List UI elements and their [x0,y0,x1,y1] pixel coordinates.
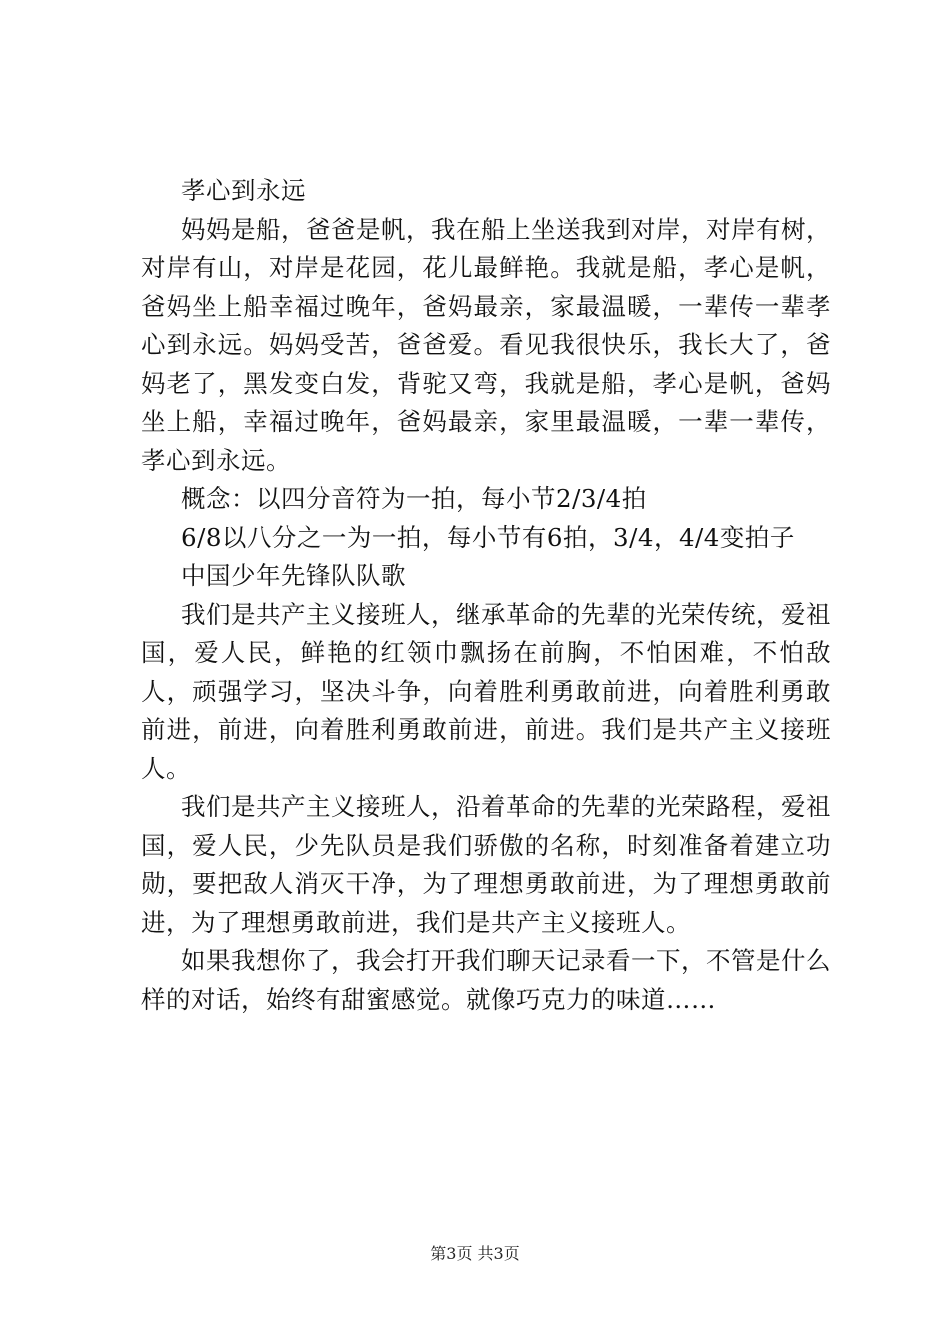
page-footer: 第3页 共3页 [430,1244,520,1263]
song-title-filial-piety: 孝心到永远 [181,176,306,205]
concept-line-quarter-note: 概念：以四分音符为一拍，每小节2/3/4拍 [181,484,647,513]
concept-line-six-eight: 6/8以八分之一为一拍，每小节有6拍，3/4，4/4变拍子 [181,522,795,552]
lyrics-paragraph-verse-1: 我们是共产主义接班人，继承革命的先辈的光荣传统，爱祖国，爱人民，鲜艳的红领巾飘扬在前胸，不怕困难，不怕敌人，顽强学习，坚决斗争，向着胜利勇敢前进，向着胜利勇敢前进，前进，向着胜利勇敢前进，前进。我们是共产主义接班人。 [141,599,831,783]
song-title-young-pioneers: 中国少年先锋队队歌 [181,561,406,590]
document-body [141,172,831,1019]
lyrics-paragraph-filial-piety: 妈妈是船，爸爸是帆，我在船上坐送我到对岸，对岸有树，对岸有山，对岸是花园，花儿最鲜艳。我就是船，孝心是帆，爸妈坐上船幸福过晚年，爸妈最亲，家最温暖，一辈传一辈孝心到永远。妈妈受苦，爸爸爱。看见我很快乐，我长大了，爸妈老了，黑发变白发，背驼又弯，我就是船，孝心是帆，爸妈坐上船，幸福过晚年，爸妈最亲，家里最温暖，一辈一辈传，孝心到永远。 [141,214,831,475]
lyrics-paragraph-verse-2: 我们是共产主义接班人，沿着革命的先辈的光荣路程，爱祖国，爱人民，少先队员是我们骄傲的名称，时刻准备着建立功勋，要把敌人消灭干净，为了理想勇敢前进，为了理想勇敢前进，为了理想勇敢前进，我们是共产主义接班人。 [141,792,831,937]
closing-paragraph: 如果我想你了，我会打开我们聊天记录看一下，不管是什么样的对话，始终有甜蜜感觉。就像巧克力的味道…… [141,946,831,1014]
